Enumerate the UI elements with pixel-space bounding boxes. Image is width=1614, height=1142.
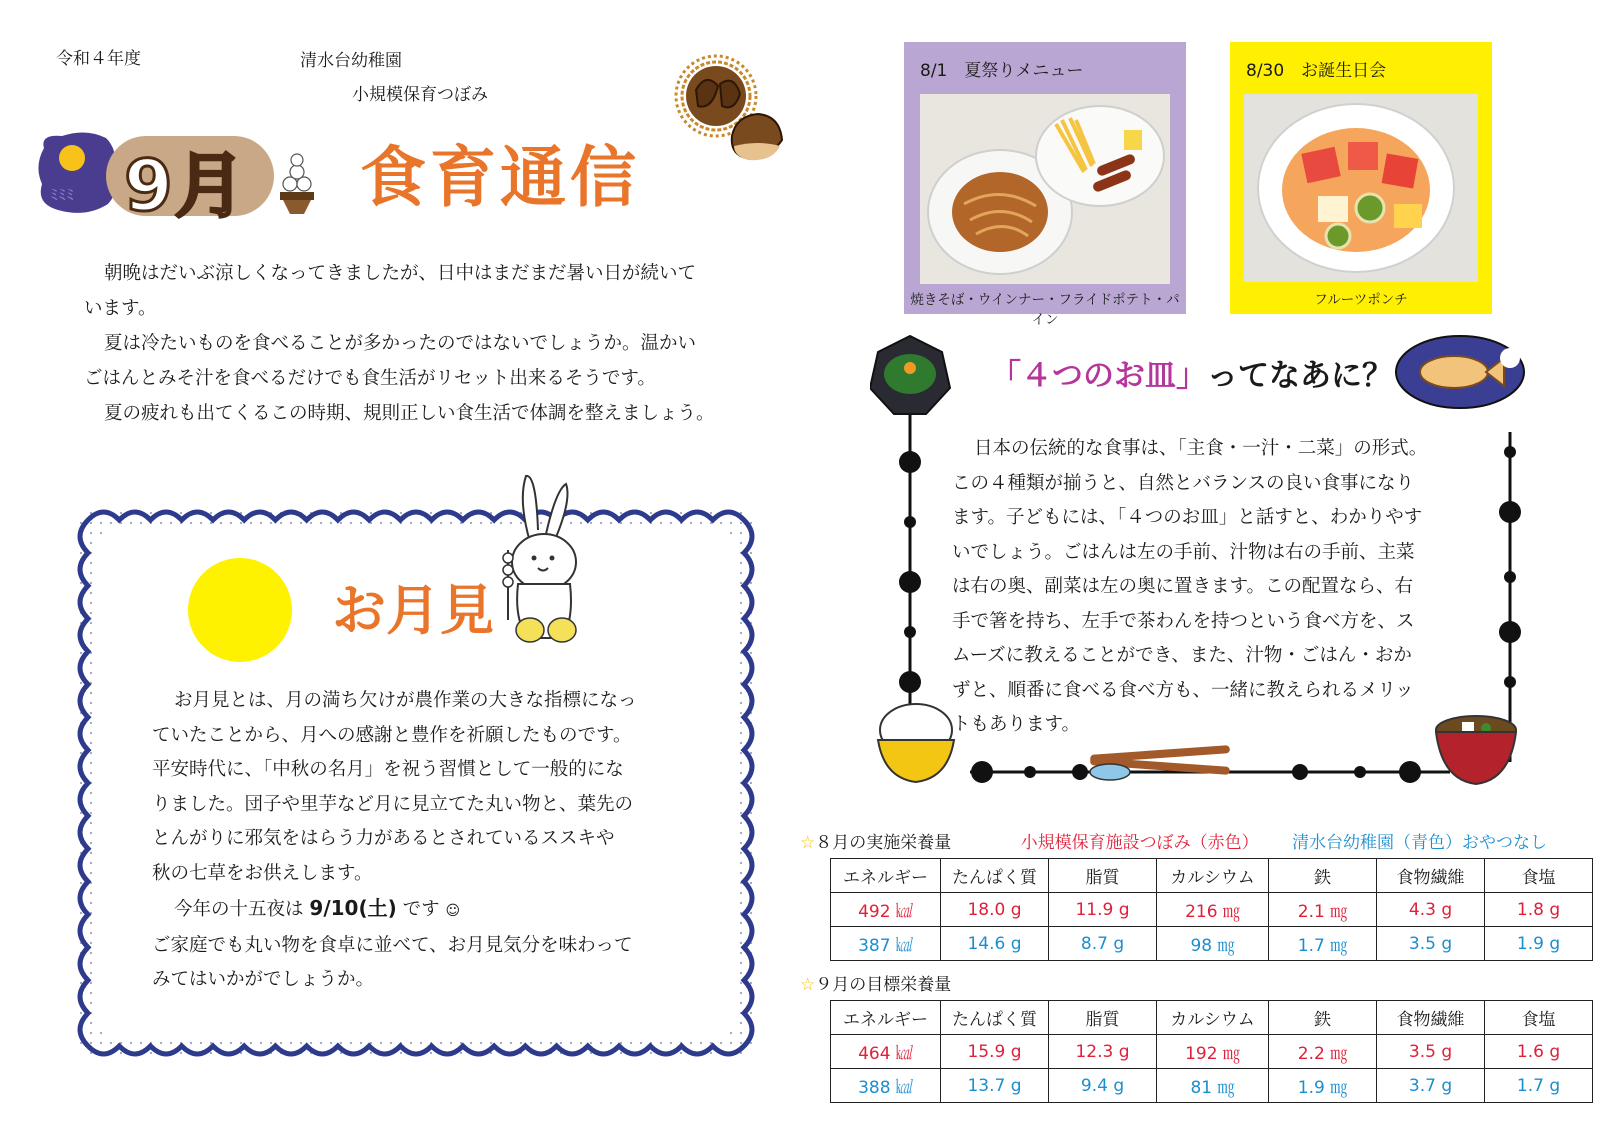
cell: 81 ㎎	[1157, 1069, 1269, 1103]
table-row	[831, 927, 1593, 961]
plates-section-text	[952, 432, 1472, 743]
table-row	[831, 893, 1593, 927]
cell: 15.9 g	[941, 1035, 1049, 1069]
column-header: 脂質	[1049, 1001, 1157, 1035]
cell: 1.7 ㎎	[1269, 927, 1377, 961]
cell: 13.7 g	[941, 1069, 1049, 1103]
cell: 18.0 g	[941, 893, 1049, 927]
food-photo-yakisoba	[920, 94, 1170, 284]
plates-line: ムーズに教えることができ、また、汁物・ごはん・おか	[952, 645, 1412, 666]
intro-text	[84, 256, 774, 431]
table-row	[831, 1069, 1593, 1103]
plates-title-quote: 「４つのお皿」	[990, 358, 1207, 394]
intro-line: ごはんとみそ汁を食べるだけでも食生活がリセット出来るそうです。	[84, 368, 656, 389]
page-title: 食育通信	[360, 139, 640, 216]
intro-line: 夏は冷たいものを食べることが多かったのではないでしょうか。温かい	[104, 333, 697, 354]
intro-line: います。	[84, 298, 157, 319]
cell: 3.5 g	[1377, 927, 1485, 961]
table-header-row	[831, 859, 1593, 893]
column-header: エネルギー	[831, 859, 941, 893]
cell: 216 ㎎	[1157, 893, 1269, 927]
moon-line: お月見とは、月の満ち欠けが農作業の大きな指標になっ	[174, 690, 637, 711]
august-nutrition-table	[830, 858, 1593, 961]
moon-line: みてはいかがでしょうか。	[152, 969, 375, 990]
moon-line: りました。団子や里芋など月に見立てた丸い物と、葉先の	[152, 793, 634, 815]
fish-dish-icon	[1396, 336, 1524, 408]
rabbit-icon	[500, 470, 600, 650]
september-nutrition-heading	[800, 970, 951, 995]
cell: 2.1 ㎎	[1269, 893, 1377, 927]
smile-icon: ☺	[445, 903, 461, 919]
column-header: 鉄	[1269, 859, 1377, 893]
chopsticks-icon	[1090, 745, 1230, 780]
moon-line: ていたことから、月への感謝と豊作を祈願したものです。	[152, 724, 632, 746]
cell: 1.9 ㎎	[1269, 1069, 1377, 1103]
table-header-row	[831, 1001, 1593, 1035]
column-header: カルシウム	[1157, 1001, 1269, 1035]
svg-text:ﾐﾐﾐ: ﾐﾐﾐ	[50, 185, 75, 204]
plates-line: 日本の伝統的な食事は、「主食・一汁・二菜」の形式。	[974, 438, 1428, 459]
cell: 8.7 g	[1049, 927, 1157, 961]
cell: 3.5 g	[1377, 1035, 1485, 1069]
moon-date-suffix: です	[402, 899, 440, 920]
chestnut-icon	[668, 50, 788, 168]
star-icon: ☆	[800, 975, 816, 995]
column-header: 食塩	[1485, 1001, 1593, 1035]
plates-line: トもあります。	[952, 714, 1081, 735]
photo-caption: 焼きそば・ウインナー・フライドポテト・パイン	[910, 292, 1180, 328]
column-header: 食物繊維	[1377, 859, 1485, 893]
intro-line: 朝晩はだいぶ涼しくなってきましたが、日中はまだまだ暑い日が続いて	[104, 263, 697, 284]
food-photo-fruit-punch	[1244, 94, 1478, 282]
september-nutrition-title: ９月の目標栄養量	[815, 975, 952, 995]
moon-section-text	[152, 684, 712, 998]
plates-title-rest: ってなあに？	[1207, 358, 1393, 394]
intro-line: 夏の疲れも出てくるこの時期、規則正しい食生活で体調を整えましょう。	[104, 403, 715, 424]
photo-card-summer-festival	[904, 42, 1186, 328]
cell: 12.3 g	[1049, 1035, 1157, 1069]
column-header: 脂質	[1049, 859, 1157, 893]
plates-line: この４種類が揃うと、自然とバランスの良い食事になり	[952, 472, 1414, 494]
plates-line: いでしょう。ごはんは左の手前、汁物は右の手前、主菜	[952, 541, 1415, 563]
plates-line: ずと、順番に食べる食べ方も、一緒に教えられるメリッ	[952, 679, 1414, 701]
cell: 387 ㎉	[831, 927, 941, 961]
cell: 4.3 g	[1377, 893, 1485, 927]
cell: 192 ㎎	[1157, 1035, 1269, 1069]
august-nutrition-heading	[800, 828, 1547, 853]
moon-line: 平安時代に、「中秋の名月」を祝う習慣として一般的にな	[152, 759, 624, 780]
month-badge	[36, 128, 316, 227]
cell: 1.9 g	[1485, 927, 1593, 961]
cell: 1.7 g	[1485, 1069, 1593, 1103]
photo-title: 8/30 お誕生日会	[1246, 61, 1387, 81]
moon-date-prefix: 今年の十五夜は	[174, 899, 304, 920]
column-header: 食物繊維	[1377, 1001, 1485, 1035]
photo-title: 8/1 夏祭りメニュー	[920, 61, 1084, 81]
plates-section-title	[990, 350, 1393, 395]
column-header: たんぱく質	[941, 859, 1049, 893]
moon-section-title: お月見	[332, 579, 494, 642]
cell: 98 ㎎	[1157, 927, 1269, 961]
august-nutrition-title: ８月の実施栄養量	[815, 833, 952, 853]
plates-line: 手で箸を持ち、左手で茶わんを持つという食べ方を、ス	[952, 610, 1415, 632]
moon-line: ご家庭でも丸い物を食卓に並べて、お月見気分を味わって	[152, 934, 633, 956]
cell: 14.6 g	[941, 927, 1049, 961]
cell: 11.9 g	[1049, 893, 1157, 927]
month-label: 9月	[124, 145, 247, 227]
plates-line: は右の奥、副菜は左の奥に置きます。この配置なら、右	[952, 576, 1414, 597]
moon-date: 9/10(土)	[309, 896, 397, 920]
column-header: エネルギー	[831, 1001, 941, 1035]
legend-red: 小規模保育施設つぼみ（赤色）	[1020, 833, 1259, 853]
cell: 464 ㎉	[831, 1035, 941, 1069]
moon-line: 秋の七草をお供えします。	[152, 862, 373, 884]
fiscal-year: 令和４年度	[56, 49, 141, 69]
column-header: 鉄	[1269, 1001, 1377, 1035]
moon-line-date	[152, 891, 712, 929]
cell: 1.8 g	[1485, 893, 1593, 927]
photo-card-birthday	[1230, 42, 1492, 314]
table-row	[831, 1035, 1593, 1069]
legend-blue: 清水台幼稚園（青色）おやつなし	[1292, 833, 1548, 853]
column-header: カルシウム	[1157, 859, 1269, 893]
cell: 3.7 g	[1377, 1069, 1485, 1103]
sub-school-name: 小規模保育つぼみ	[352, 85, 488, 105]
september-nutrition-table	[830, 1000, 1593, 1103]
rice-bowl-icon	[878, 704, 954, 782]
star-icon: ☆	[800, 833, 816, 853]
moon-line: とんがりに邪気をはらう力があるとされているススキや	[152, 828, 615, 849]
cell: 9.4 g	[1049, 1069, 1157, 1103]
plates-line: ます。子どもには、「４つのお皿」と話すと、わかりやす	[952, 507, 1423, 528]
photo-caption: フルーツポンチ	[1314, 292, 1408, 308]
cell: 388 ㎉	[831, 1069, 941, 1103]
school-name: 清水台幼稚園	[300, 51, 402, 71]
cell: 2.2 ㎎	[1269, 1035, 1377, 1069]
column-header: 食塩	[1485, 859, 1593, 893]
column-header: たんぱく質	[941, 1001, 1049, 1035]
cell: 492 ㎉	[831, 893, 941, 927]
cell: 1.6 g	[1485, 1035, 1593, 1069]
full-moon-icon	[188, 558, 292, 662]
